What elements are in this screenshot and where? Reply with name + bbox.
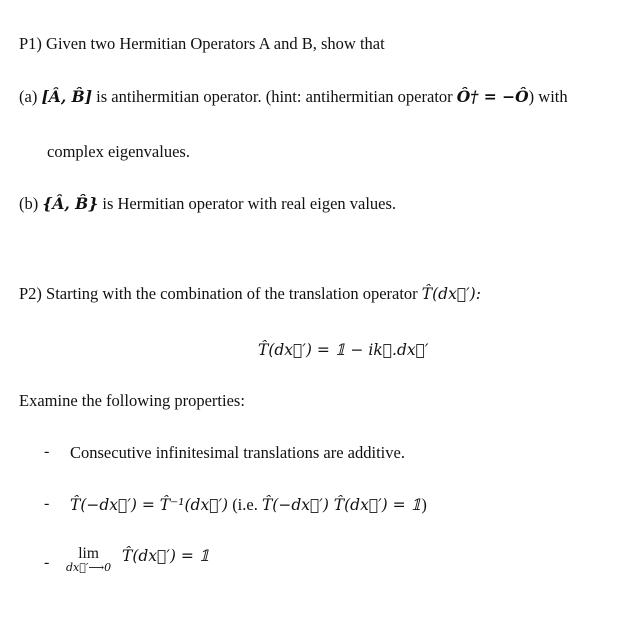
bullet-inverse — [70, 494, 427, 516]
examine-heading: Examine the following properties: — [19, 391, 245, 410]
inverse-math: T̂(−dx⃗′) = T̂⁻¹(dx⃗′) — [70, 496, 229, 514]
limit-expression — [66, 546, 111, 574]
p1-a-tail: ) with — [528, 87, 568, 106]
p1-part-b — [19, 193, 396, 215]
limit-operator: lim — [78, 545, 99, 562]
p1-a-label: (a) — [19, 87, 38, 106]
p1-b-label: (b) — [19, 194, 39, 213]
limit-math: T̂(dx⃗′) = 𝟙 — [122, 547, 210, 565]
p1-a-continuation: complex eigenvalues. — [47, 142, 190, 161]
p1-b-text: is Hermitian operator with real eigen values. — [102, 194, 397, 213]
bullet-additive: Consecutive infinitesimal translations are additive. — [70, 443, 405, 462]
anticommutator-math: {Â, B̂} — [42, 194, 99, 213]
p2-intro-text: P2) Starting with the combination of the translation operator — [19, 284, 418, 303]
bullet-dash: - — [44, 554, 50, 571]
bullet-dash: - — [44, 443, 50, 460]
ie-open: (i.e. — [232, 495, 258, 514]
p1-a-text: is antihermitian operator. (hint: antihermitian operator — [96, 87, 453, 106]
translation-operator-math: T̂(dx⃗′): — [421, 285, 481, 303]
translation-equation: T̂(dx⃗′) = 𝟙 − ik⃗.dx⃗′ — [258, 341, 429, 359]
ie-math: T̂(−dx⃗′) T̂(dx⃗′) = 𝟙 — [261, 496, 422, 514]
p1-intro: P1) Given two Hermitian Operators A and B, show that — [19, 34, 385, 53]
p1-part-a — [19, 86, 568, 108]
ie-close: ) — [421, 495, 427, 514]
bullet-dash: - — [44, 495, 50, 512]
limit-subscript: dx⃗′⟶0 — [66, 561, 112, 574]
p2-intro — [19, 283, 481, 305]
antihermitian-math: Ô† = −Ô — [456, 87, 529, 106]
commutator-math: [Â, B̂] — [41, 87, 93, 106]
